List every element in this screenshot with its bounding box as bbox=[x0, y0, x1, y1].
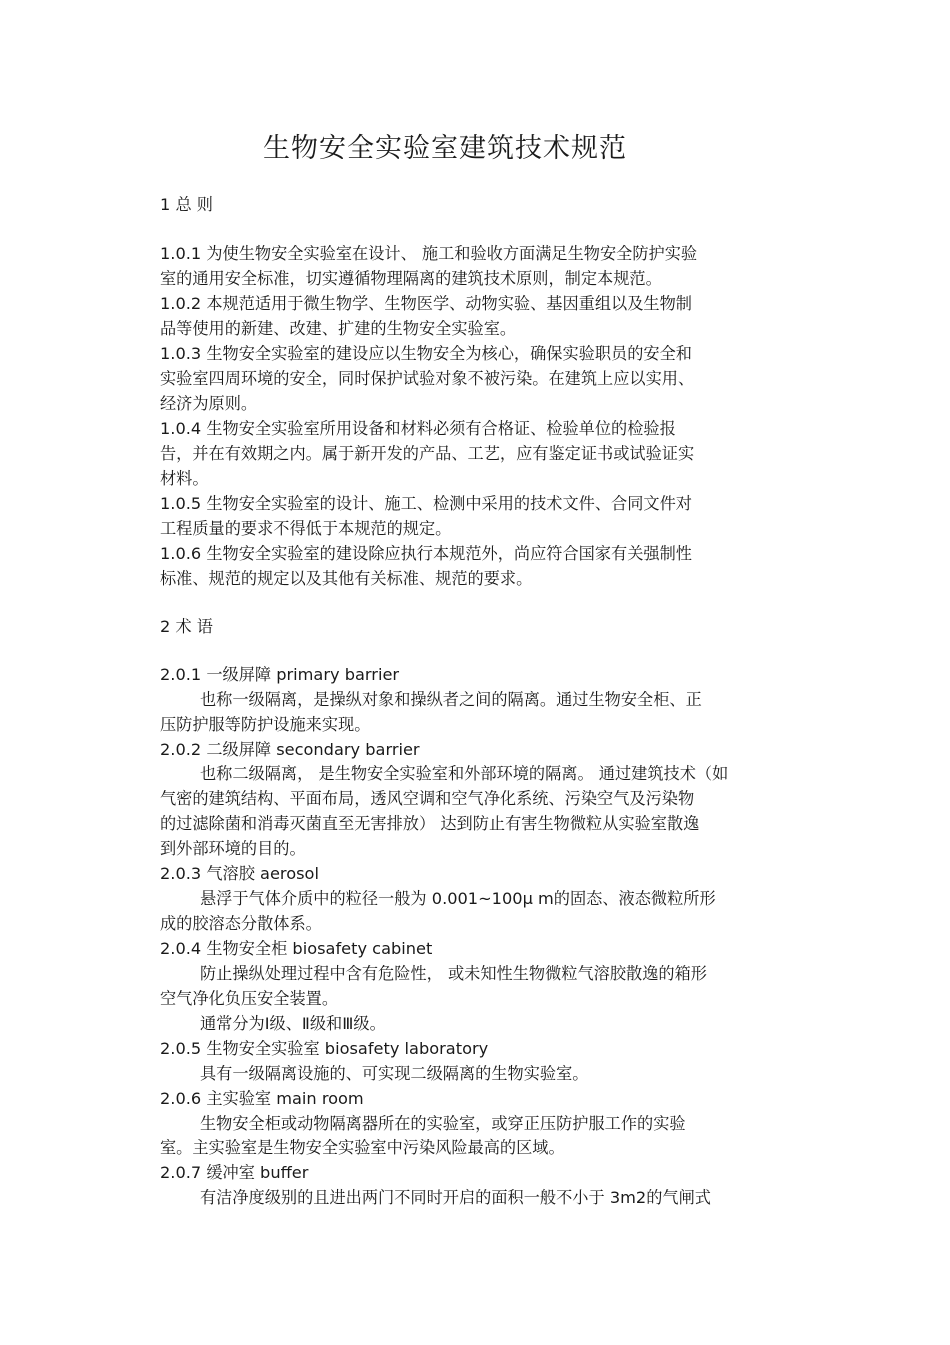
clause-1-0-3: 1.0.3 生物安全实验室的建设应以生物安全为核心，确保实验职员的安全和 bbox=[160, 344, 692, 363]
text-line: 防止操纵处理过程中含有危险性， 或未知性生物微粒气溶胶散逸的箱形 bbox=[200, 964, 707, 983]
clause-1-0-1: 1.0.1 为使生物安全实验室在设计、 施工和验收方面满足生物安全防护实验 bbox=[160, 244, 698, 263]
text-line: 的过滤除菌和消毒灭菌直至无害排放） 达到防止有害生物微粒从实验室散逸 bbox=[160, 814, 700, 833]
text-line: 标准、规范的规定以及其他有关标准、规范的要求。 bbox=[160, 569, 533, 588]
text-line: 成的胶溶态分散体系。 bbox=[160, 914, 322, 933]
clause-1-0-2: 1.0.2 本规范适用于微生物学、生物医学、动物实验、基因重组以及生物制 bbox=[160, 294, 692, 313]
text-line: 悬浮于气体介质中的粒径一般为 0.001~100μ m的固态、液态微粒所形 bbox=[200, 889, 716, 908]
text-line: 气密的建筑结构、平面布局，透风空调和空气净化系统、污染空气及污染物 bbox=[160, 789, 695, 808]
term-2-0-3: 2.0.3 气溶胶 aerosol bbox=[160, 864, 319, 883]
text-line: 经济为原则。 bbox=[160, 394, 258, 413]
text-line: 品等使用的新建、改建、扩建的生物安全实验室。 bbox=[160, 319, 517, 338]
text-line: 材料。 bbox=[160, 469, 209, 488]
term-2-0-5: 2.0.5 生物安全实验室 biosafety laboratory bbox=[160, 1039, 489, 1058]
text-line: 也称二级隔离， 是生物安全实验室和外部环境的隔离。 通过建筑技术（如 bbox=[200, 764, 729, 783]
term-2-0-4: 2.0.4 生物安全柜 biosafety cabinet bbox=[160, 939, 433, 958]
text-line: 空气净化负压安全装置。 bbox=[160, 989, 339, 1008]
term-2-0-7: 2.0.7 缓冲室 buffer bbox=[160, 1163, 309, 1182]
section-1-heading: 1 总 则 bbox=[160, 195, 213, 214]
term-2-0-1: 2.0.1 一级屏障 primary barrier bbox=[160, 665, 400, 684]
text-line: 具有一级隔离设施的、可实现二级隔离的生物实验室。 bbox=[200, 1064, 589, 1083]
text-line: 也称一级隔离，是操纵对象和操纵者之间的隔离。通过生物安全柜、正 bbox=[200, 690, 702, 709]
text-line: 实验室四周环境的安全，同时保护试验对象不被污染。在建筑上应以实用、 bbox=[160, 369, 695, 388]
text-line: 室的通用安全标准，切实遵循物理隔离的建筑技术原则，制定本规范。 bbox=[160, 269, 662, 288]
clause-1-0-6: 1.0.6 生物安全实验室的建设除应执行本规范外，尚应符合国家有关强制性 bbox=[160, 544, 692, 563]
text-line: 生物安全柜或动物隔离器所在的实验室，或穿正压防护服工作的实验 bbox=[200, 1114, 686, 1133]
text-line: 有洁净度级别的且进出两门不同时开启的面积一般不小于 3m2的气闸式 bbox=[200, 1188, 711, 1207]
text-line: 工程质量的要求不得低于本规范的规定。 bbox=[160, 519, 452, 538]
section-2-heading: 2 术 语 bbox=[160, 617, 213, 636]
text-line: 到外部环境的目的。 bbox=[160, 839, 306, 858]
text-line: 通常分为Ⅰ级、Ⅱ级和Ⅲ级。 bbox=[200, 1014, 386, 1033]
term-2-0-2: 2.0.2 二级屏障 secondary barrier bbox=[160, 740, 420, 759]
text-line: 室。主实验室是生物安全实验室中污染风险最高的区域。 bbox=[160, 1138, 565, 1157]
clause-1-0-4: 1.0.4 生物安全实验室所用设备和材料必须有合格证、检验单位的检验报 bbox=[160, 419, 676, 438]
term-2-0-6: 2.0.6 主实验室 main room bbox=[160, 1089, 364, 1108]
text-line: 告，并在有效期之内。属于新开发的产品、工艺，应有鉴定证书或试验证实 bbox=[160, 444, 695, 463]
text-line: 压防护服等防护设施来实现。 bbox=[160, 715, 371, 734]
page-title: 生物安全实验室建筑技术规范 bbox=[263, 133, 627, 164]
clause-1-0-5: 1.0.5 生物安全实验室的设计、施工、检测中采用的技术文件、合同文件对 bbox=[160, 494, 692, 513]
